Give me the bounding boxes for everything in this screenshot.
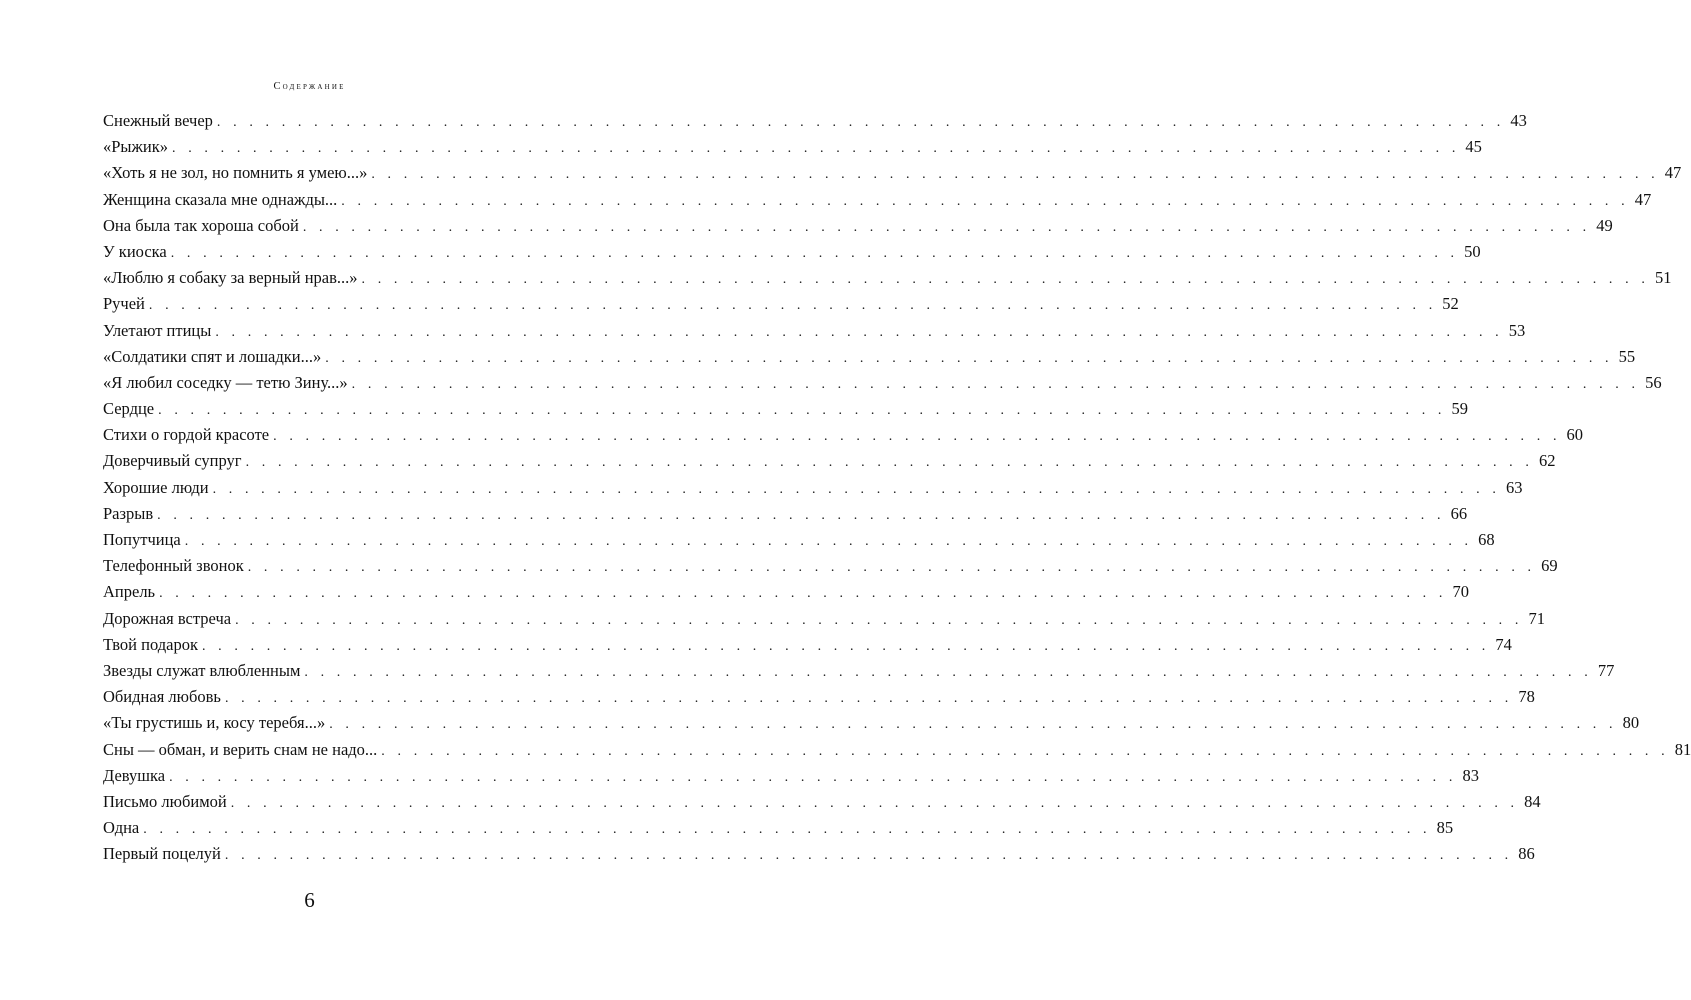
toc-entry-title: Первый поцелуй bbox=[103, 844, 221, 864]
toc-entry bbox=[103, 501, 1468, 527]
toc-entry bbox=[103, 187, 1652, 213]
toc-entry-title: Стихи о гордой красоте bbox=[103, 425, 270, 445]
dot-leader: . . . . . . . . . . . . . . . . . . . . . . . . . . . . . . . . . . . . . . . . . . . . . . . . . . . . . . . . . . . . . . . . . . . . . . . . . . . . . . . . bbox=[235, 612, 1523, 628]
toc-entry bbox=[103, 370, 1662, 396]
toc-entry bbox=[103, 763, 1479, 789]
dot-leader: . . . . . . . . . . . . . . . . . . . . . . . . . . . . . . . . . . . . . . . . . . . . . . . . . . . . . . . . . . . . . . . . . . . . . . . . . . . . . . . . bbox=[212, 481, 1501, 497]
toc-entry-title: Твой подарок bbox=[103, 634, 198, 654]
toc-entry-title: Девушка bbox=[103, 765, 166, 785]
toc-entry bbox=[103, 841, 1535, 867]
toc-entry bbox=[103, 134, 1482, 160]
toc-entry-page: 77 bbox=[1597, 660, 1615, 680]
toc-entry-page: 50 bbox=[1464, 241, 1481, 261]
dot-leader: . . . . . . . . . . . . . . . . . . . . . . . . . . . . . . . . . . . . . . . . . . . . . . . . . . . . . . . . . . . . . . . . . . . . . . . . . . . . . . . . bbox=[302, 219, 1591, 235]
toc-entry-page: 84 bbox=[1524, 791, 1541, 811]
toc-entry-title: Дорожная встреча bbox=[103, 608, 232, 628]
dot-leader: . . . . . . . . . . . . . . . . . . . . . . . . . . . . . . . . . . . . . . . . . . . . . . . . . . . . . . . . . . . . . . . . . . . . . . . . . . . . . . . . bbox=[351, 376, 1640, 392]
toc-entry-page: 60 bbox=[1566, 425, 1584, 445]
toc-entry bbox=[103, 344, 1636, 370]
toc-entry-title: Разрыв bbox=[103, 503, 154, 523]
toc-entry-title: Хорошие люди bbox=[103, 477, 209, 497]
toc-entry-page: 47 bbox=[1634, 189, 1652, 209]
dot-leader: . . . . . . . . . . . . . . . . . . . . . . . . . . . . . . . . . . . . . . . . . . . . . . . . . . . . . . . . . . . . . . . . . . . . . . . . . . . . . . . . bbox=[245, 455, 1534, 471]
dot-leader: . . . . . . . . . . . . . . . . . . . . . . . . . . . . . . . . . . . . . . . . . . . . . . . . . . . . . . . . . . . . . . . . . . . . . . . . . . . . . . . . bbox=[247, 560, 1536, 576]
dot-leader: . . . . . . . . . . . . . . . . . . . . . . . . . . . . . . . . . . . . . . . . . . . . . . . . . . . . . . . . . . . . . . . . . . . . . . . . . . . . . . . . bbox=[381, 743, 1670, 759]
toc-entry bbox=[103, 815, 1454, 841]
dot-leader: . . . . . . . . . . . . . . . . . . . . . . . . . . . . . . . . . . . . . . . . . . . . . . . . . . . . . . . . . . . . . . . . . . . . . . . . . . . . . . . . bbox=[143, 822, 1432, 838]
dot-leader: . . . . . . . . . . . . . . . . . . . . . . . . . . . . . . . . . . . . . . . . . . . . . . . . . . . . . . . . . . . . . . . . . . . . . . . . . . . . . . . . bbox=[184, 534, 1473, 549]
toc-entry-title: Попутчица bbox=[103, 530, 181, 549]
dot-leader: . . . . . . . . . . . . . . . . . . . . . . . . . . . . . . . . . . . . . . . . . . . . . . . . . . . . . . . . . . . . . . . . . . . . . . . . . . . . . . . . bbox=[224, 848, 1513, 864]
page-number: 6 bbox=[304, 888, 315, 912]
dot-leader: . . . . . . . . . . . . . . . . . . . . . . . . . . . . . . . . . . . . . . . . . . . . . . . . . . . . . . . . . . . . . . . . . . . . . . . . . . . . . . . . bbox=[304, 664, 1593, 680]
dot-leader: . . . . . . . . . . . . . . . . . . . . . . . . . . . . . . . . . . . . . . . . . . . . . . . . . . . . . . . . . . . . . . . . . . . . . . . . . . . . . . . . bbox=[148, 298, 1437, 314]
toc-entry-page: 62 bbox=[1538, 451, 1556, 471]
toc-entry-title: Улетают птицы bbox=[103, 320, 212, 340]
toc-entry-page: 52 bbox=[1442, 294, 1459, 314]
toc-entry-title: У киоска bbox=[103, 241, 167, 261]
toc-entry-title: Телефонный звонок bbox=[103, 556, 244, 576]
toc-entry bbox=[103, 265, 1672, 291]
dot-leader: . . . . . . . . . . . . . . . . . . . . . . . . . . . . . . . . . . . . . . . . . . . . . . . . . . . . . . . . . . . . . . . . . . . . . . . . . . . . . . . . bbox=[341, 193, 1630, 209]
toc-entry-page: 86 bbox=[1518, 844, 1535, 864]
toc-entry-title: Женщина сказала мне однажды... bbox=[103, 189, 338, 209]
dot-leader: . . . . . . . . . . . . . . . . . . . . . . . . . . . . . . . . . . . . . . . . . . . . . . . . . . . . . . . . . . . . . . . . . . . . . . . . . . . . . . . . bbox=[158, 403, 1447, 419]
dot-leader: . . . . . . . . . . . . . . . . . . . . . . . . . . . . . . . . . . . . . . . . . . . . . . . . . . . . . . . . . . . . . . . . . . . . . . . . . . . . . . . . bbox=[201, 638, 1490, 654]
toc-entry-page: 85 bbox=[1436, 818, 1454, 838]
toc-entry bbox=[103, 737, 1691, 763]
toc-entry bbox=[103, 318, 1526, 344]
toc-entry bbox=[103, 632, 1512, 658]
dot-leader: . . . . . . . . . . . . . . . . . . . . . . . . . . . . . . . . . . . . . . . . . . . . . . . . . . . . . . . . . . . . . . . . . . . . . . . . . . . . . . . . bbox=[169, 769, 1457, 785]
dot-leader: . . . . . . . . . . . . . . . . . . . . . . . . . . . . . . . . . . . . . . . . . . . . . . . . . . . . . . . . . . . . . . . . . . . . . . . . . . . . . . . . bbox=[172, 141, 1460, 157]
toc-entry bbox=[103, 108, 1527, 134]
dot-leader: . . . . . . . . . . . . . . . . . . . . . . . . . . . . . . . . . . . . . . . . . . . . . . . . . . . . . . . . . . . . . . . . . . . . . . . . . . . . . . . . bbox=[159, 586, 1447, 602]
toc-entry-page: 83 bbox=[1462, 765, 1479, 785]
toc-entry-title: Она была так хороша собой bbox=[103, 215, 299, 235]
toc-entry bbox=[103, 553, 1558, 579]
toc-entry-page: 53 bbox=[1508, 320, 1526, 340]
toc-entry bbox=[103, 239, 1481, 265]
toc-entry-page: 63 bbox=[1505, 477, 1523, 497]
dot-leader: . . . . . . . . . . . . . . . . . . . . . . . . . . . . . . . . . . . . . . . . . . . . . . . . . . . . . . . . . . . . . . . . . . . . . . . . . . . . . . . . bbox=[216, 115, 1505, 130]
dot-leader: . . . . . . . . . . . . . . . . . . . . . . . . . . . . . . . . . . . . . . . . . . . . . . . . . . . . . . . . . . . . . . . . . . . . . . . . . . . . . . . . bbox=[170, 245, 1459, 261]
toc-entry-page: 68 bbox=[1478, 530, 1495, 549]
toc-entry-title: Одна bbox=[103, 818, 140, 838]
toc-entry-page: 71 bbox=[1528, 608, 1545, 628]
toc-entry-title: Доверчивый супруг bbox=[103, 451, 242, 471]
toc-entry bbox=[103, 658, 1615, 684]
dot-leader: . . . . . . . . . . . . . . . . . . . . . . . . . . . . . . . . . . . . . . . . . . . . . . . . . . . . . . . . . . . . . . . . . . . . . . . . . . . . . . . . bbox=[273, 429, 1562, 445]
toc-entry bbox=[103, 291, 1459, 317]
toc-entry-page: 69 bbox=[1541, 556, 1558, 576]
toc-entry-page: 49 bbox=[1596, 215, 1613, 235]
dot-leader: . . . . . . . . . . . . . . . . . . . . . . . . . . . . . . . . . . . . . . . . . . . . . . . . . . . . . . . . . . . . . . . . . . . . . . . . . . . . . . . . bbox=[361, 272, 1650, 288]
toc-entry-title: Звезды служат влюбленным bbox=[103, 660, 301, 680]
toc-entry-title: Письмо любимой bbox=[103, 791, 227, 811]
toc-entry-title: «Я любил соседку — тетю Зину...» bbox=[103, 372, 348, 392]
dot-leader: . . . . . . . . . . . . . . . . . . . . . . . . . . . . . . . . . . . . . . . . . . . . . . . . . . . . . . . . . . . . . . . . . . . . . . . . . . . . . . . . bbox=[215, 324, 1504, 340]
toc-entry bbox=[103, 475, 1523, 501]
toc-entry-page: 51 bbox=[1654, 268, 1672, 288]
toc-entry-page: 55 bbox=[1618, 346, 1636, 366]
toc-entry-title: Ручей bbox=[103, 294, 145, 314]
dot-leader: . . . . . . . . . . . . . . . . . . . . . . . . . . . . . . . . . . . . . . . . . . . . . . . . . . . . . . . . . . . . . . . . . . . . . . . . . . . . . . . . bbox=[371, 167, 1660, 183]
toc-entry-page: 80 bbox=[1622, 713, 1640, 733]
toc-entry bbox=[103, 422, 1584, 448]
toc-entry-page: 45 bbox=[1465, 137, 1482, 157]
toc-entry-page: 59 bbox=[1451, 399, 1469, 419]
toc-entry-title: Апрель bbox=[103, 582, 156, 602]
toc-entry-page: 74 bbox=[1495, 634, 1512, 654]
toc-entry bbox=[103, 710, 1640, 736]
toc-entry-page: 43 bbox=[1510, 111, 1527, 130]
toc-entry bbox=[103, 213, 1613, 239]
toc-entry bbox=[103, 527, 1495, 553]
toc-entry-title: «Ты грустишь и, косу теребя...» bbox=[103, 713, 326, 733]
toc-entry-title: «Хоть я не зол, но помнить я умею...» bbox=[103, 163, 368, 183]
toc-entry-title: «Рыжик» bbox=[103, 137, 169, 157]
toc-entry-page: 47 bbox=[1664, 163, 1682, 183]
toc-entry-page: 78 bbox=[1518, 687, 1535, 707]
dot-leader: . . . . . . . . . . . . . . . . . . . . . . . . . . . . . . . . . . . . . . . . . . . . . . . . . . . . . . . . . . . . . . . . . . . . . . . . . . . . . . . . bbox=[157, 507, 1446, 523]
toc-entry bbox=[103, 789, 1541, 815]
dot-leader: . . . . . . . . . . . . . . . . . . . . . . . . . . . . . . . . . . . . . . . . . . . . . . . . . . . . . . . . . . . . . . . . . . . . . . . . . . . . . . . . bbox=[329, 717, 1618, 733]
toc-entry-title: Сердце bbox=[103, 399, 155, 419]
toc-entry-page: 81 bbox=[1674, 739, 1691, 759]
toc-entry bbox=[103, 160, 1682, 186]
toc-entry bbox=[103, 579, 1469, 605]
running-header: Содержание bbox=[273, 81, 346, 92]
toc-entry-title: «Солдатики спят и лошадки...» bbox=[103, 346, 322, 366]
dot-leader: . . . . . . . . . . . . . . . . . . . . . . . . . . . . . . . . . . . . . . . . . . . . . . . . . . . . . . . . . . . . . . . . . . . . . . . . . . . . . . . . bbox=[325, 350, 1614, 366]
dot-leader: . . . . . . . . . . . . . . . . . . . . . . . . . . . . . . . . . . . . . . . . . . . . . . . . . . . . . . . . . . . . . . . . . . . . . . . . . . . . . . . . bbox=[224, 691, 1513, 707]
toc-entry-title: Сны — обман, и верить снам не надо... bbox=[103, 739, 378, 759]
dot-leader: . . . . . . . . . . . . . . . . . . . . . . . . . . . . . . . . . . . . . . . . . . . . . . . . . . . . . . . . . . . . . . . . . . . . . . . . . . . . . . . . bbox=[230, 795, 1519, 811]
toc-entry-page: 70 bbox=[1452, 582, 1469, 602]
toc-entry-title: «Люблю я собаку за верный нрав...» bbox=[103, 268, 358, 288]
toc-entry bbox=[103, 396, 1469, 422]
toc-entry-title: Обидная любовь bbox=[103, 687, 221, 707]
table-of-contents bbox=[103, 108, 1691, 867]
toc-entry-page: 66 bbox=[1450, 503, 1468, 523]
toc-entry bbox=[103, 606, 1545, 632]
toc-entry bbox=[103, 448, 1556, 474]
toc-entry-title: Снежный вечер bbox=[103, 111, 213, 130]
toc-entry-page: 56 bbox=[1645, 372, 1662, 392]
toc-entry bbox=[103, 684, 1535, 710]
